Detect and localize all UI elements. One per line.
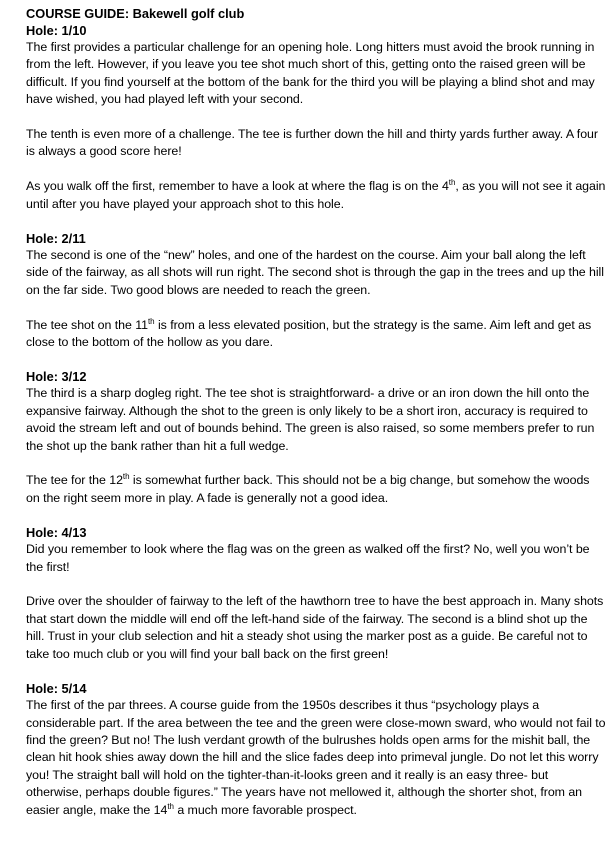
paragraph-text: Did you remember to look where the flag was on the green as walked off the first? No, well you won’t be the first! (26, 542, 590, 574)
hole-section (26, 22, 606, 213)
holes-container (26, 22, 606, 819)
paragraph-text: , as you will not see it again until after you have played your approach shot to this hole. (26, 179, 606, 211)
paragraph-text: The first provides a particular challenge for an opening hole. Long hitters must avoid the brook running in from the left. However, if you leave you tee shot much short of this, getting onto the raised green will be difficult. If you find yourself at the bottom of the bank for the third you will be playing a blind shot and may have wished, you had played left with your second. (26, 40, 595, 107)
paragraph-text: As you walk off the first, remember to have a look at where the flag is on the 4 (26, 179, 449, 194)
hole-heading: Hole: 5/14 (26, 681, 87, 697)
paragraph-text: The third is a sharp dogleg right. The tee shot is straightforward- a drive or an iron down the hill onto the expansive fairway. Although the shot to the green is only likely to be a short iron, accuracy is required to avoid the stream left and out of bounds behind. The green is also raised, so some members prefer to run the shot up the bank rather than hit a full wedge. (26, 386, 595, 453)
ordinal-superscript: th (167, 801, 174, 811)
paragraph-text: The tee shot on the 11 (26, 317, 148, 332)
paragraph-text: a much more favorable prospect. (173, 802, 357, 817)
document-title: COURSE GUIDE: Bakewell golf club (26, 6, 245, 21)
paragraph-text: The tenth is even more of a challenge. The tee is further down the hill and thirty yards further away. A four is always a good score here! (26, 127, 598, 159)
hole-paragraph (26, 126, 606, 161)
paragraph-text: is somewhat further back. This should not be a big change, but somehow the woods on the right seem more in play. A fade is generally not a good idea. (26, 473, 590, 505)
hole-heading: Hole: 2/11 (26, 231, 86, 247)
ordinal-superscript: th (448, 178, 456, 188)
paragraph-text: Drive over the shoulder of fairway to the left of the hawthorn tree to have the best approach in. Many shots that start down the middle will end off the left-hand side of the fairway. The second is a blind shot up the hill. Trust in your club selection and hit a steady shot using the marker post as a guide. Be careful not to take too much club or you will find your ball back on the first green! (26, 594, 604, 661)
paragraph-text: is from a less elevated position, but the strategy is the same. Aim left and get as close to the bottom of the hollow as you dare. (26, 317, 592, 350)
hole-section (26, 680, 606, 819)
paragraph-text: The first of the par threes. A course guide from the 1950s describes it thus “psychology plays a considerable part. If the area between the tee and the green were close-mown sward, who would not fail to find the green? But no! The lush verdant growth of the bulrushes holds open arms for the mishit ball, the clean hit hook shies away down the hill and the slice fades deep into primeval jungle. Do not let this worry you! The straight ball will hold on the tighter-than-it-looks green and it really is an easy three- but otherwise, perhaps double figures.” The years have not mellowed it, although the shorter shot, from an easier angle, make the 14 (26, 698, 606, 817)
ordinal-superscript: th (147, 316, 155, 326)
hole-heading: Hole: 1/10 (26, 23, 87, 38)
hole-paragraph (26, 317, 606, 352)
hole-heading: Hole: 3/12 (26, 369, 87, 385)
ordinal-superscript: th (122, 472, 130, 482)
hole-paragraph (26, 697, 606, 819)
hole-paragraph (26, 472, 606, 507)
hole-heading: Hole: 4/13 (26, 525, 87, 541)
hole-paragraph (26, 385, 606, 455)
hole-section (26, 230, 606, 351)
hole-paragraph (26, 39, 606, 109)
paragraph-text: The tee for the 12 (26, 473, 123, 488)
hole-paragraph (26, 593, 606, 663)
hole-paragraph (26, 247, 606, 299)
hole-paragraph (26, 541, 606, 576)
hole-section (26, 524, 606, 663)
paragraph-text: The second is one of the “new” holes, and one of the hardest on the course. Aim your ball along the left side of the fairway, as all shots will run right. The second shot is through the gap in the trees and up the hill on the far side. Two good blows are needed to reach the green. (26, 248, 604, 297)
hole-paragraph (26, 178, 606, 213)
hole-section (26, 368, 606, 507)
